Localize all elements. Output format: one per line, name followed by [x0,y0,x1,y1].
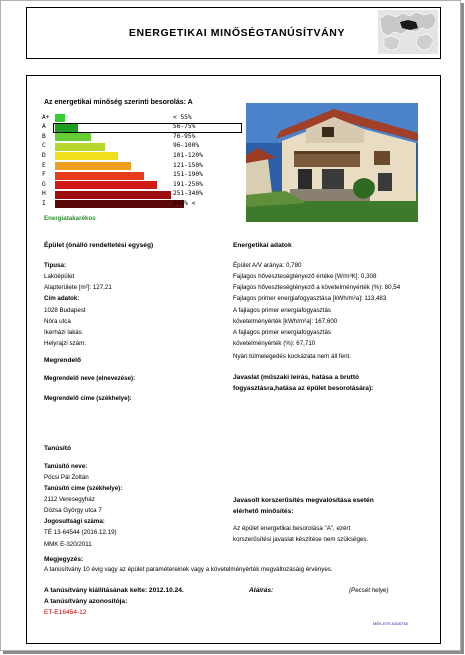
proposal-heading-line1: Javaslat (műszaki leírás, hatása a bruttó [233,374,360,381]
rating-heading: Az energetikai minőség szerinti besorolás: A [44,99,193,106]
rating-class-bar [55,133,91,141]
rating-class-bar [55,172,144,180]
building-heading: Épület (önálló rendeltetési egység) [44,242,154,249]
energy-data-line: követelményérték [kWh/m²a]: 167,600 [233,318,338,325]
rating-class-label: A [42,123,46,131]
rating-class-label: D [42,151,46,159]
recommendation-heading-line1: Javasolt korszerűsítés megvalósítása esetén [233,497,374,504]
stamp-label: (Pecsét helye) [349,587,389,594]
rating-class-label: A+ [42,113,50,121]
recommendation-text-line1: Az épület energetikai besorolása "A", ezért [233,525,351,532]
rating-class-bar [55,124,78,132]
energy-data-line: Fajlagos hőveszteségtényező értéke [W/m³K]: 0,308 [233,273,377,280]
certifier-address-line1: 2112 Veresegyház [44,496,95,503]
rating-class-range: 101-120% [173,151,203,159]
certifier-license-line2: MMK E-320/2011 [44,541,92,548]
client-address-label: Megrendelő címe (székhelye): [44,395,132,402]
issue-id-label: A tanúsítvány azonosítója: [44,598,128,605]
rating-class-label: C [42,142,46,150]
recommendation-heading-line2: elérhető minősítés: [233,508,294,515]
rating-class-bar [55,181,157,189]
certifier-heading: Tanúsító [44,445,71,452]
hungary-map-icon [378,10,438,54]
rating-class-range: < 55% [173,113,192,121]
energy-data-line: Épület A/V aránya: 0,780 [233,262,302,269]
proposal-heading-line2: fogyasztásra,hatása az épület besorolására): [233,385,374,392]
energy-heading: Energetikai adatok [233,242,292,249]
summer-note: Nyári túlmelegedés kockázata nem áll fent. [233,353,351,360]
building-address-street: Nóra utca [44,318,71,325]
certifier-license-label: Jogosultsági száma: [44,518,105,525]
rating-class-bar [55,152,118,160]
rating-class-label: G [42,180,46,188]
building-address-flat: Ikerházi lakás [44,329,82,336]
rating-class-label: E [42,161,46,169]
notes-heading: Megjegyzés: [44,556,84,563]
rating-class-range: 341% < [173,199,196,207]
rating-class-label: I [42,199,46,207]
client-heading: Megrendelő [44,357,82,364]
certifier-name-label: Tanúsító neve: [44,463,88,470]
building-address-label: Cím adatok: [44,295,80,302]
recommendation-text-line2: korszerűsítési javaslat készítése nem szükséges. [233,536,369,543]
rating-class-range: 96-100% [173,142,200,150]
rating-class-range: 151-190% [173,171,203,179]
rating-class-bar [55,143,105,151]
rating-footer: Energiatakarékos [44,215,96,222]
building-area: Alapterülete [m²]: 127,21 [44,284,112,291]
certifier-address-line2: Dózsa György utca 7 [44,507,102,514]
certifier-license-line1: TÉ 13-64544 (2016.12.19) [44,529,117,536]
energy-data-line: követelményérték (%): 67,710 [233,340,316,347]
building-type-label: Típusa: [44,262,67,269]
energy-data-line: Fajlagos hőveszteségtényező a követelményérték (%): 80,54 [233,284,401,291]
signature-label: Aláírás: [249,587,274,594]
certificate-title: ENERGETIKAI MINŐSÉGTANÚSÍTVÁNY [128,27,346,39]
notes-text: A tanúsítvány 10 évig vagy az épület paramétereinek vagy a követelményérték megváltozásáig érvényes. [44,566,333,573]
rating-class-bar [55,191,171,199]
building-type-value: Lakóépület [44,273,75,280]
rating-class-bar [55,162,131,170]
rating-class-bar [55,200,184,208]
rating-class-range: 121-150% [173,161,203,169]
issue-date: A tanúsítvány kiállításának kelte: 2012.10.24. [44,587,184,594]
rating-class-range: 56-75% [173,123,196,131]
energy-data-line: A fajlagos primer energiafogyasztás [233,329,332,336]
rating-class-range: 191-250% [173,180,203,188]
building-address-city: 1028 Budapest [44,307,86,314]
rating-class-bar [55,114,65,122]
certificate-body [26,75,441,644]
energy-data-line: A fajlagos primer energiafogyasztás [233,307,332,314]
building-photo [246,103,418,222]
footer-code: MÉK-ETK-6308738 [373,621,408,626]
rating-class-label: F [42,171,46,179]
client-name-label: Megrendelő neve (elnevezése): [44,375,136,382]
energy-data-line: Fajlagos primer energiafogyasztása [kWh/m²a]: 113,483 [233,295,387,302]
current-class-highlight [53,123,242,133]
certificate-header [26,7,441,59]
rating-class-range: 251-340% [173,190,203,198]
issue-id-value: ET-E16454-12 [44,609,87,616]
rating-class-label: B [42,132,46,140]
rating-class-range: 76-95% [173,132,196,140]
rating-class-label: H [42,190,46,198]
building-hrsz: Helyrajzi szám: [44,340,86,347]
certifier-address-label: Tanúsító címe (székhelye): [44,485,123,492]
certifier-name-value: Pócsi Pál Zoltán [44,474,89,481]
